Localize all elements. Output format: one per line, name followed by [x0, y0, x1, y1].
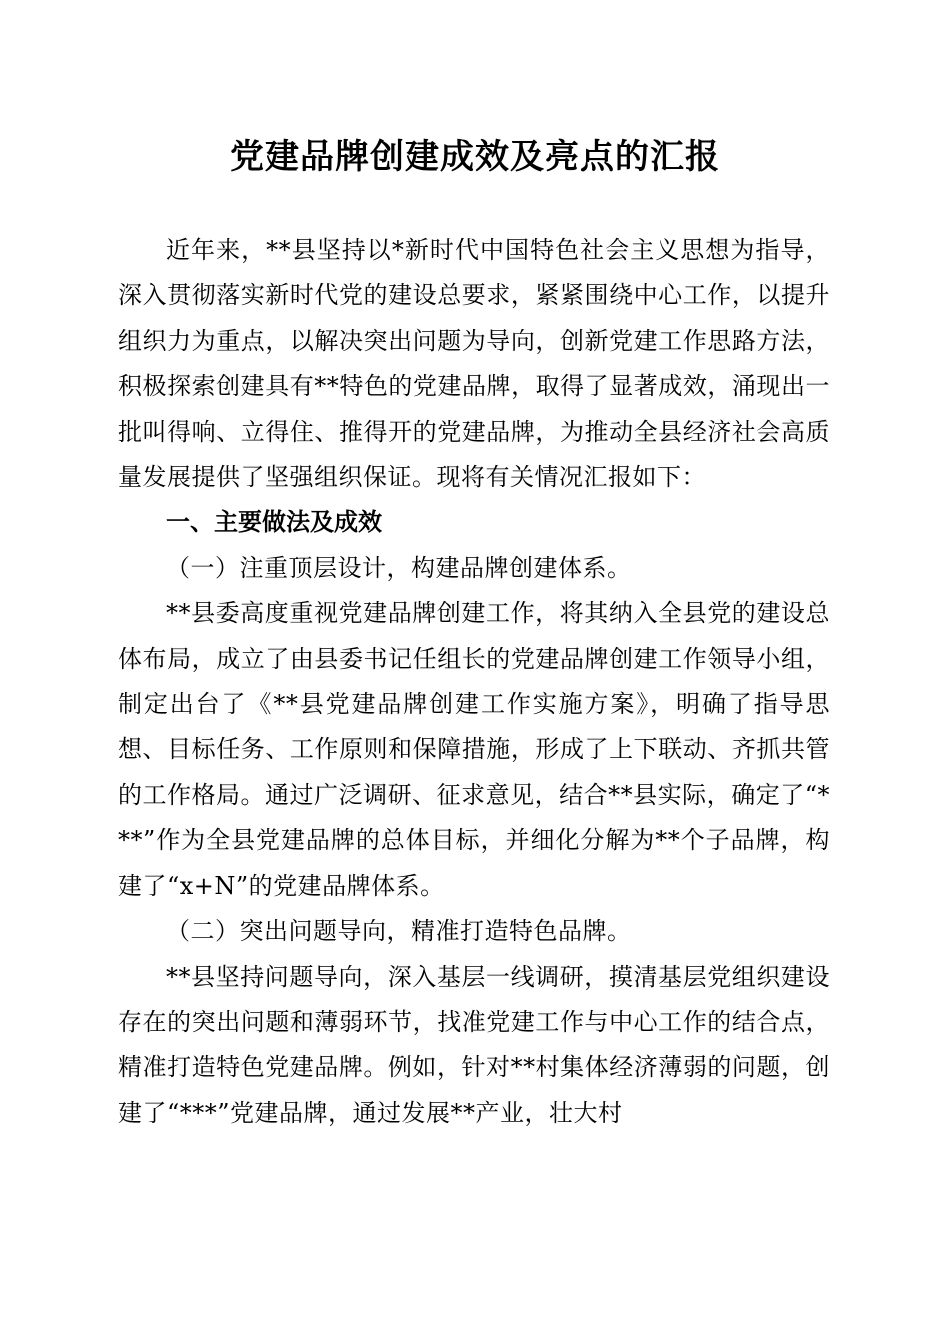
body-paragraph: **县坚持问题导向，深入基层一线调研，摸清基层党组织建设存在的突出问题和薄弱环节，找准党建工作与中心工作的结合点，精准打造特色党建品牌。例如，针对**村集体经济薄弱的问题，创建了“***”党建品牌，通过发展**产业，壮大村: [118, 962, 830, 1127]
body-paragraph: **县委高度重视党建品牌创建工作，将其纳入全县党的建设总体布局，成立了由县委书记任组长的党建品牌创建工作领导小组，制定出台了《**县党建品牌创建工作实施方案》，明确了指导思想、目标任务、工作原则和保障措施，形成了上下联动、齐抓共管的工作格局。通过广泛调研、征求意见，结合**县实际，确定了“***”作为全县党建品牌的总体目标，并细化分解为**个子品牌，构建了“x+N”的党建品牌体系。: [118, 599, 830, 900]
subsection-heading: （一）注重顶层设计，构建品牌创建体系。: [166, 553, 632, 582]
intro-paragraph: 近年来，**县坚持以*新时代中国特色社会主义思想为指导，深入贯彻落实新时代党的建设总要求，紧紧围绕中心工作，以提升组织力为重点，以解决突出问题为导向，创新党建工作思路方法，积极探索创建具有**特色的党建品牌，取得了显著成效，涌现出一批叫得响、立得住、推得开的党建品牌，为推动全县经济社会高质量发展提供了坚强组织保证。现将有关情况汇报如下：: [118, 236, 830, 492]
subsection-heading: （二）突出问题导向，精准打造特色品牌。: [166, 917, 632, 946]
document-title: 党建品牌创建成效及亮点的汇报: [230, 137, 720, 177]
document-body: [118, 228, 830, 1136]
section-heading: 一、主要做法及成效: [166, 508, 382, 537]
